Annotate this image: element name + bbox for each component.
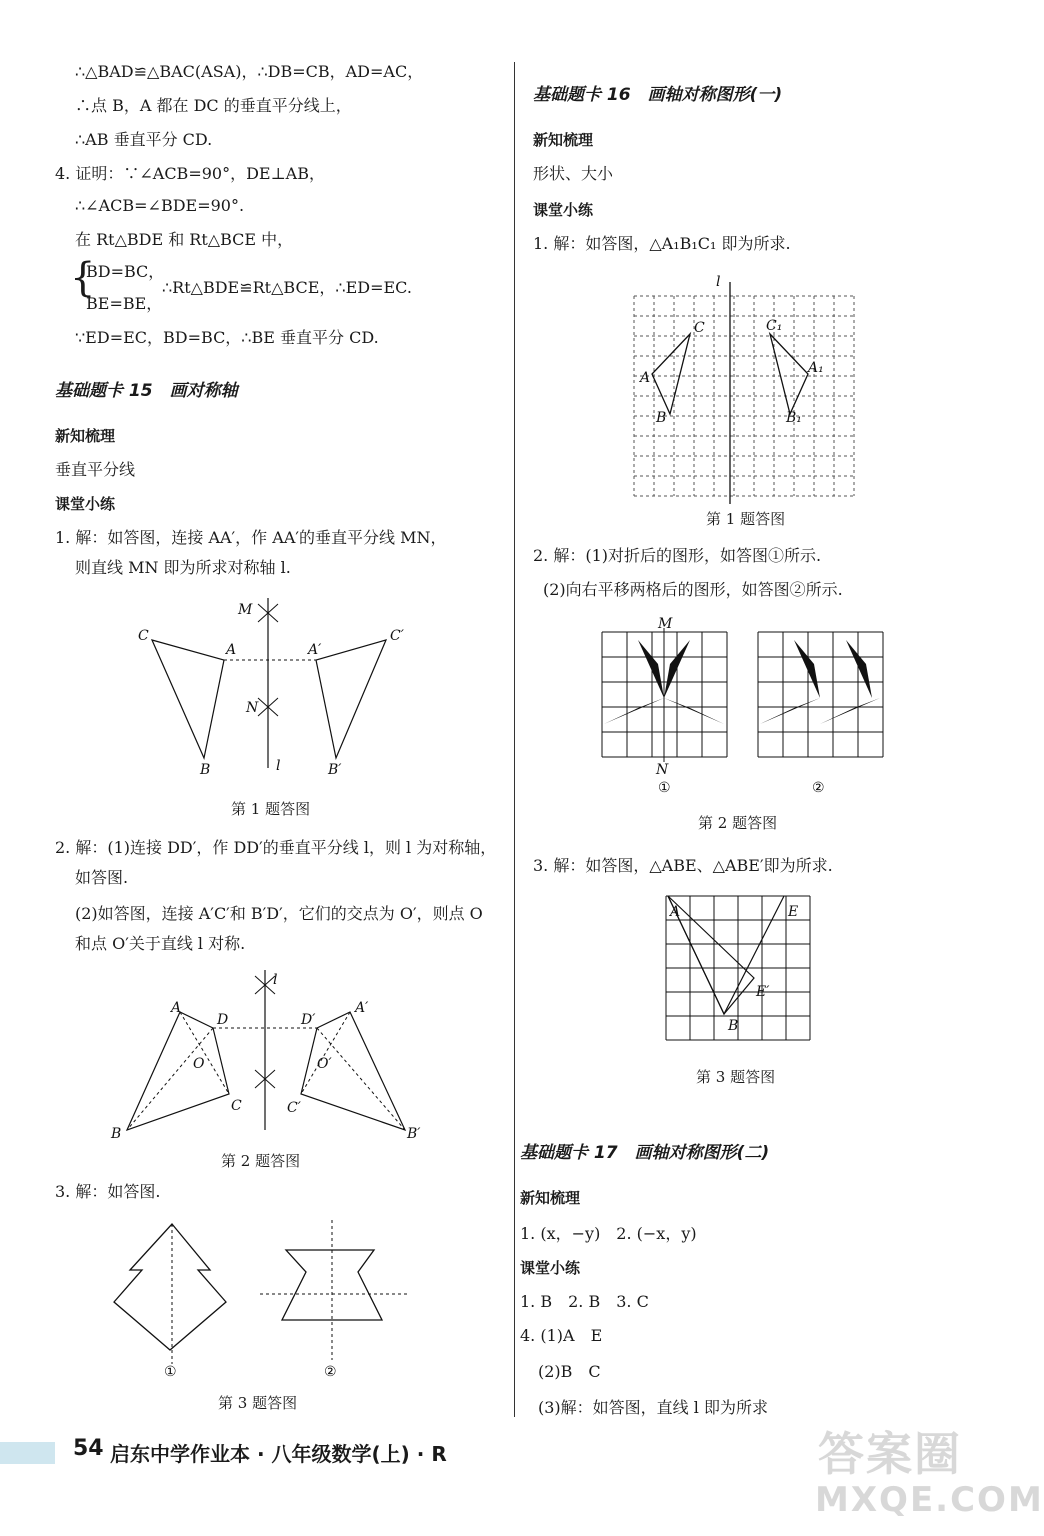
caption: 第 3 题答图 (218, 1394, 298, 1412)
figure-symmetry-axis-3 (110, 1210, 420, 1380)
label-B: B (728, 1018, 739, 1034)
subheading: 课堂小练 (533, 201, 594, 219)
question-text: 2. 解：(1)连接 DD′，作 DD′的垂直平分线 l，则 l 为对称轴， (55, 838, 497, 857)
label-B1: B₁ (786, 410, 802, 426)
label-C: C (694, 320, 705, 336)
label-circ2: ② (324, 1364, 337, 1380)
label-circ1: ① (164, 1364, 177, 1380)
label-Ap: A′ (308, 642, 322, 658)
label-D: D (217, 1012, 229, 1028)
subheading: 新知梳理 (520, 1189, 581, 1207)
figure-symmetry-axis-2 (105, 970, 435, 1140)
subheading: 课堂小练 (55, 495, 116, 513)
question-text: 1. 解：如答图，连接 AA′，作 AA′的垂直平分线 MN， (55, 528, 447, 547)
text-line: ∴△BAD≌△BAC(ASA)，∴DB=CB，AD=AC， (75, 62, 424, 81)
caption: 第 2 题答图 (221, 1152, 301, 1170)
question-text: 3. 解：如答图. (55, 1182, 161, 1201)
black-triangle (664, 698, 724, 724)
subheading: 课堂小练 (520, 1259, 581, 1277)
text-line: BD=BC， (86, 262, 165, 281)
text-line: ∴点 B，A 都在 DC 的垂直平分线上， (75, 96, 352, 115)
caption: 第 3 题答图 (696, 1068, 776, 1086)
label-A: A (171, 1000, 182, 1016)
label-A: A (640, 370, 651, 386)
figure-symmetry-axis-1 (120, 598, 420, 778)
label-Cp: C′ (390, 628, 404, 644)
label-N: N (246, 700, 259, 716)
grid-2-2 (758, 632, 883, 757)
caption: 第 2 题答图 (698, 814, 778, 832)
triangle-ABC (652, 334, 690, 414)
answer-text: 形状、大小 (533, 164, 614, 183)
text-line: BE=BE， (86, 294, 163, 313)
question-text: 1. 解：如答图，△A₁B₁C₁ 即为所求. (533, 234, 791, 253)
figure-grid-2 (598, 614, 898, 804)
watermark-url: MXQE.COM (815, 1480, 1044, 1520)
label-A: A (670, 904, 681, 920)
label-Cp: C′ (287, 1100, 301, 1116)
black-triangle (638, 640, 664, 698)
section-title-card16: 基础题卡 16 画轴对称图形(一) (533, 85, 783, 105)
question-text: 和点 O′关于直线 l 对称. (75, 934, 246, 953)
answer-text: 垂直平分线 (55, 460, 136, 479)
watermark: 答案圈 (818, 1427, 962, 1481)
label-l: l (716, 274, 721, 290)
text-line: ∴AB 垂直平分 CD. (75, 130, 213, 149)
grid-lines (634, 296, 854, 496)
label-l: l (276, 758, 281, 774)
label-N: N (656, 762, 669, 778)
triangle-A1B1C1 (770, 334, 808, 414)
question-text: 则直线 MN 即为所求对称轴 l. (75, 558, 291, 577)
subheading: 新知梳理 (533, 131, 594, 149)
label-Ap: A′ (355, 1000, 369, 1016)
label-C: C (231, 1098, 242, 1114)
text-line: 4. 证明：∵∠ACB=90°，DE⊥AB， (55, 164, 325, 183)
label-M: M (658, 616, 673, 632)
caption: 第 1 题答图 (231, 800, 311, 818)
label-A: A (226, 642, 237, 658)
text-line: ∴∠ACB=∠BDE=90°. (75, 196, 245, 215)
book-title: 启东中学作业本 · 八年级数学(上) · R (110, 1442, 447, 1466)
answer-text: 4. (1)A E (520, 1326, 603, 1345)
brace: { (70, 255, 96, 301)
question-text: 2. 解：(1)对折后的图形，如答图①所示. (533, 546, 822, 565)
label-B: B (111, 1126, 122, 1142)
black-triangle (846, 640, 872, 698)
label-Dp: D′ (301, 1012, 316, 1028)
black-triangle (820, 698, 880, 724)
question-text: 如答图. (75, 868, 129, 887)
black-triangle (604, 698, 664, 724)
label-C: C (138, 628, 149, 644)
label-B: B (200, 762, 211, 778)
label-Bp: B′ (328, 762, 342, 778)
label-O: O (193, 1056, 205, 1072)
column-divider (514, 62, 515, 1417)
subheading: 新知梳理 (55, 427, 116, 445)
label-Ep: E′ (756, 984, 770, 1000)
text-line: ∴Rt△BDE≌Rt△BCE，∴ED=EC. (162, 278, 412, 297)
black-triangle (760, 698, 820, 724)
answer-text: 1. (x，−y) 2. (−x，y) (520, 1224, 697, 1243)
label-circ2: ② (812, 780, 825, 796)
label-A1: A₁ (808, 360, 824, 376)
text-line: 在 Rt△BDE 和 Rt△BCE 中， (75, 230, 294, 249)
label-E: E (788, 904, 799, 920)
label-Bp: B′ (407, 1126, 421, 1142)
answer-text: (2)B C (538, 1362, 601, 1381)
question-text: (2)如答图，连接 A′C′和 B′D′，它们的交点为 O′，则点 O (75, 904, 483, 923)
label-M: M (238, 602, 253, 618)
footer-bar (0, 1442, 55, 1464)
figure-grid-1 (632, 272, 862, 492)
answer-text: 1. B 2. B 3. C (520, 1292, 649, 1311)
label-B: B (656, 410, 667, 426)
figure-grid-3 (664, 894, 824, 1054)
section-title-card17: 基础题卡 17 画轴对称图形(二) (520, 1143, 770, 1163)
text-line: ∵ED=EC，BD=BC，∴BE 垂直平分 CD. (75, 328, 379, 347)
label-C1: C₁ (766, 318, 783, 334)
label-l: l (273, 972, 278, 988)
answer-text: (3)解：如答图，直线 l 即为所求 (538, 1398, 768, 1417)
black-triangle (794, 640, 820, 698)
section-title-card15: 基础题卡 15 画对称轴 (55, 381, 238, 401)
label-circ1: ① (658, 780, 671, 796)
question-text: (2)向右平移两格后的图形，如答图②所示. (543, 580, 843, 599)
question-text: 3. 解：如答图，△ABE、△ABE′即为所求. (533, 856, 833, 875)
label-Op: O′ (317, 1056, 332, 1072)
page-number: 54 (73, 1436, 104, 1461)
caption: 第 1 题答图 (706, 510, 786, 528)
